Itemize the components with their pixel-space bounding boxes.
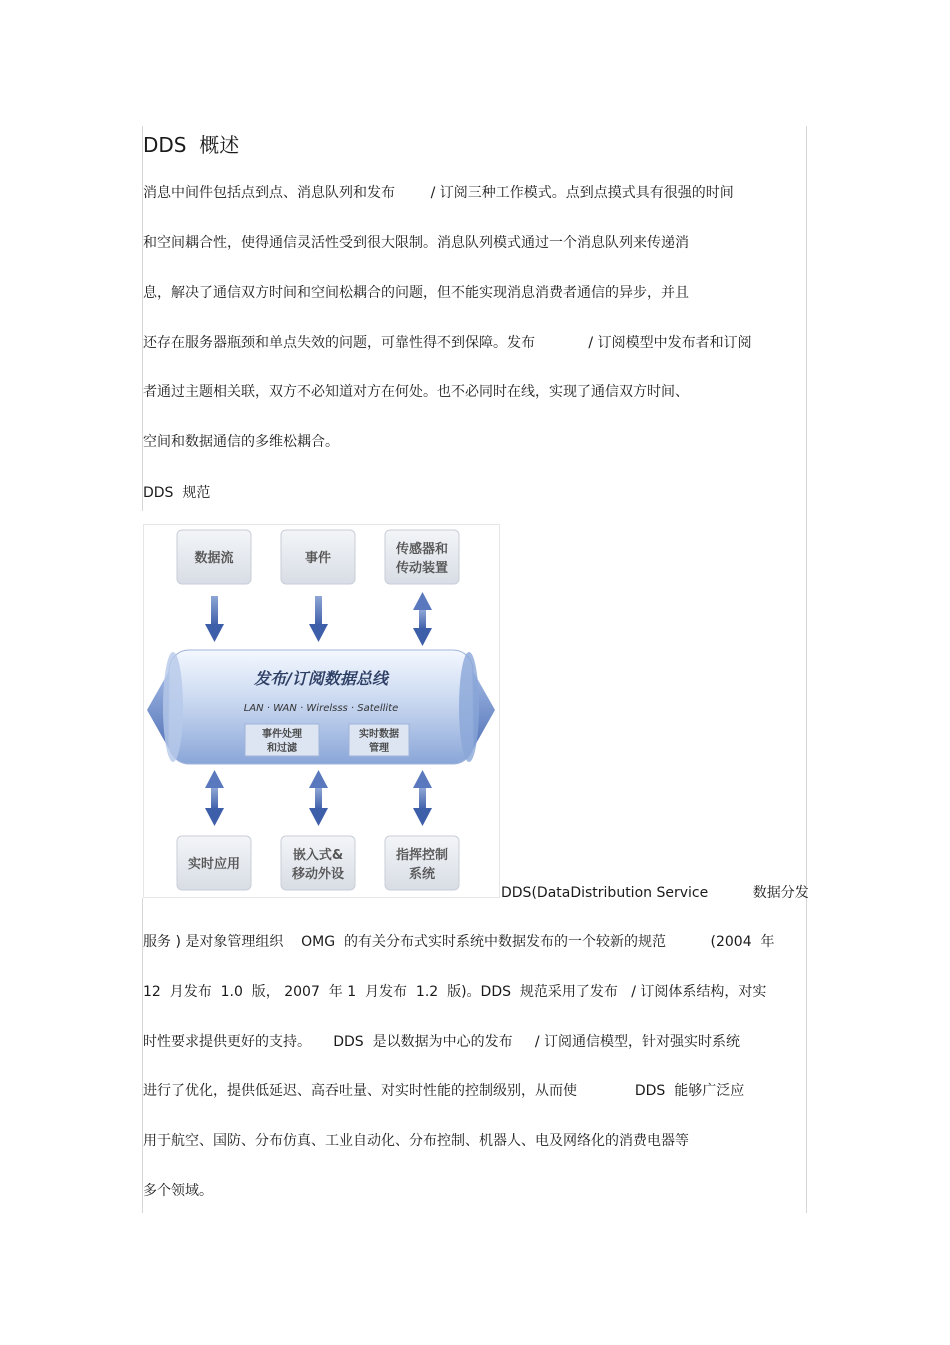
top-box-label: 数据流: [194, 551, 234, 566]
para2-line-5: 进行了优化，提供低延迟、高吞吐量、对实时性能的控制级别，从而使 DDS 能够广泛应: [143, 1083, 745, 1099]
bottom-box-embedded-mobile: [281, 836, 355, 890]
bottom-box-realtime-app: [177, 836, 251, 890]
bus-title: 发布/订阅数据总线: [254, 669, 388, 688]
para1-line-2: 和空间耦合性，使得通信灵活性受到很大限制。消息队列模式通过一个消息队列来传递消: [143, 235, 689, 251]
bus-subtitle: LAN · WAN · Wirelsss · Satellite: [243, 703, 399, 714]
bus-box-label: 和过滤: [267, 743, 297, 754]
bus-box-label: 事件处理: [262, 729, 302, 740]
bus-box-label: 实时数据: [359, 729, 399, 740]
dds-spec-subheading: DDS 规范: [143, 485, 211, 501]
top-box-label: 事件: [304, 551, 332, 566]
para2-line-6: 用于航空、国防、分布仿真、工业自动化、分布控制、机器人、电及网络化的消费电器等: [143, 1133, 689, 1149]
para2-line-3: 12 月发布 1.0 版， 2007 年 1 月发布 1.2 版)。DDS 规范采用了发布 / 订阅体系结构，对实: [143, 984, 767, 1000]
para2-line-7: 多个领域。: [143, 1183, 213, 1199]
bottom-box-label: 嵌入式&: [292, 848, 344, 863]
bottom-box-label: 实时应用: [187, 857, 241, 872]
bottom-box-label: 移动外设: [291, 867, 345, 882]
para1-line-3: 息，解决了通信双方时间和空间松耦合的问题，但不能实现消息消费者通信的异步，并且: [143, 285, 689, 301]
bottom-box-label: 系统: [408, 867, 436, 882]
para2-line-2: 服务 ) 是对象管理组织 OMG 的有关分布式实时系统中数据发布的一个较新的规范 (2004 年: [143, 934, 775, 950]
para1-line-4: 还存在服务器瓶颈和单点失效的问题，可靠性得不到保障。发布 / 订阅模型中发布者和订阅: [143, 335, 752, 351]
para1-line-1: 消息中间件包括点到点、消息队列和发布 / 订阅三种工作模式。点到点摸式具有很强的时间: [143, 185, 734, 201]
para1-line-5: 者通过主题相关联，双方不必知道对方在何处。也不必同时在线，实现了通信双方时间、: [143, 384, 689, 400]
pubsub-bus: [147, 650, 495, 764]
page-heading: DDS 概述: [143, 133, 240, 157]
right-rule: [806, 126, 807, 1213]
top-box-data-stream: [177, 530, 251, 584]
para2-line-4: 时性要求提供更好的支持。 DDS 是以数据为中心的发布 / 订阅通信模型，针对强实时系统: [143, 1034, 741, 1050]
bottom-box-label: 指挥控制: [395, 848, 449, 863]
para2-line-1: DDS(DataDistribution Service 数据分发: [501, 885, 809, 901]
top-box-event: [281, 530, 355, 584]
top-box-label: 传动装置: [395, 561, 449, 576]
top-box-sensor-actuator: [385, 530, 459, 584]
pubsub-bus-diagram: [143, 524, 500, 898]
bottom-box-command-control: [385, 836, 459, 890]
bus-box-label: 管理: [369, 743, 389, 754]
para1-line-6: 空间和数据通信的多维松耦合。: [143, 434, 339, 450]
top-box-label: 传感器和: [395, 542, 449, 557]
